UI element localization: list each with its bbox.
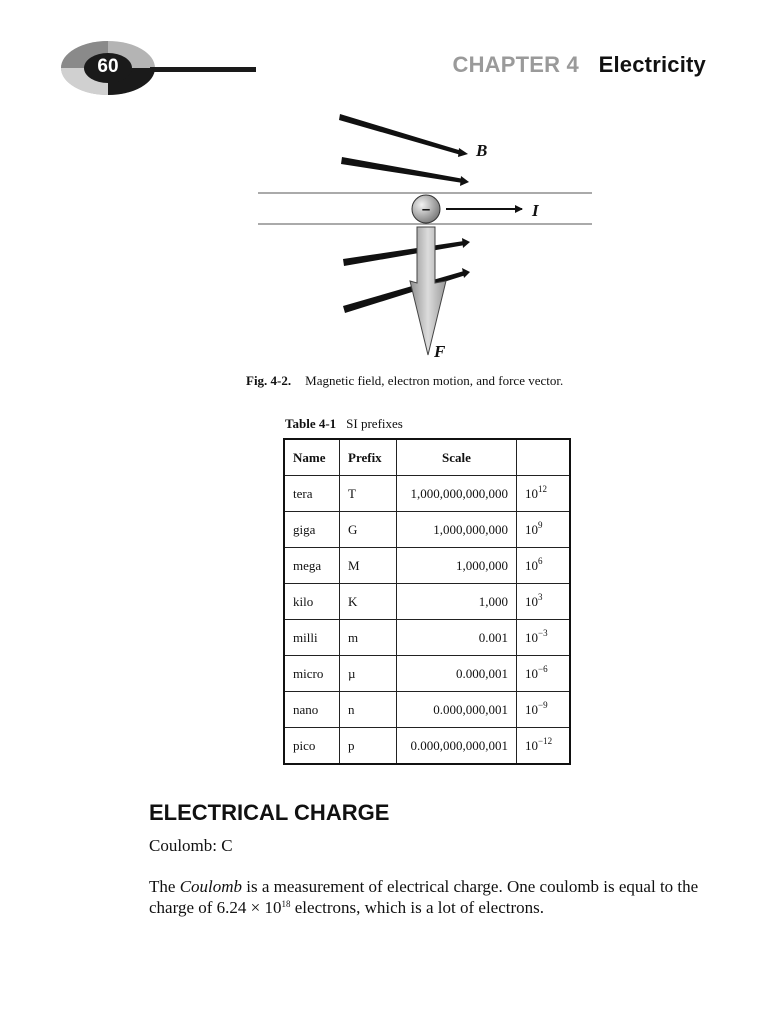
paragraph-term: Coulomb <box>179 877 243 896</box>
page-number: 60 <box>97 56 119 77</box>
power-exponent: −12 <box>538 735 553 746</box>
cell-prefix: M <box>340 548 397 584</box>
power-base: 10 <box>525 665 538 681</box>
table-caption-label: Table 4-1 <box>285 416 337 431</box>
power-exponent: −9 <box>538 699 548 710</box>
table-caption-title: SI prefixes <box>346 416 403 431</box>
cell-scale: 1,000,000 <box>397 548 517 584</box>
cell-name: kilo <box>284 584 340 620</box>
field-line-arrowhead <box>460 176 469 186</box>
cell-power <box>517 476 571 512</box>
cell-name: giga <box>284 512 340 548</box>
header-scale: Scale <box>397 439 517 476</box>
table-row <box>284 476 570 512</box>
field-line <box>343 271 466 313</box>
cell-power <box>517 728 571 765</box>
field-line-arrowhead <box>462 268 470 278</box>
cell-scale: 1,000,000,000,000 <box>397 476 517 512</box>
cell-prefix: m <box>340 620 397 656</box>
paragraph-part3: electrons, which is a lot of electrons. <box>290 898 545 917</box>
cell-scale: 1,000,000,000 <box>397 512 517 548</box>
cell-prefix: n <box>340 692 397 728</box>
figure-caption-text: Magnetic field, electron motion, and force vector. <box>305 373 564 388</box>
paragraph-exponent: 18 <box>281 899 291 909</box>
cell-power <box>517 692 571 728</box>
figure-caption-label: Fig. 4-2. <box>246 373 292 388</box>
power-base: 10 <box>525 593 538 609</box>
paragraph-part2: is a measurement of electrical charge. One coulomb is equal to the charge of 6.24 × 10 <box>149 877 699 917</box>
cell-prefix: G <box>340 512 397 548</box>
table-row <box>284 620 570 656</box>
unit-line: Coulomb: C <box>149 836 233 855</box>
power-base: 10 <box>525 485 538 501</box>
paragraph-part1: The <box>149 877 180 896</box>
field-line-arrowhead <box>458 148 468 157</box>
cell-scale: 0.000,000,001 <box>397 692 517 728</box>
cell-scale: 0.000,000,000,001 <box>397 728 517 765</box>
field-line-arrowhead <box>462 238 470 248</box>
chapter-title: Electricity <box>598 52 706 77</box>
cell-name: mega <box>284 548 340 584</box>
table-row <box>284 656 570 692</box>
cell-name: milli <box>284 620 340 656</box>
power-exponent: 6 <box>538 555 543 566</box>
cell-prefix: µ <box>340 656 397 692</box>
cell-name: pico <box>284 728 340 765</box>
section-heading: ELECTRICAL CHARGE <box>149 800 390 825</box>
cell-power <box>517 620 571 656</box>
cell-name: nano <box>284 692 340 728</box>
current-label: I <box>532 201 539 220</box>
power-exponent: 3 <box>538 591 543 602</box>
cell-prefix: K <box>340 584 397 620</box>
power-exponent: 9 <box>538 519 543 530</box>
body-paragraph <box>149 876 719 918</box>
force-label: F <box>434 342 446 361</box>
power-base: 10 <box>525 701 538 717</box>
field-line <box>339 114 462 155</box>
cell-name: micro <box>284 656 340 692</box>
header-name: Name <box>284 439 340 476</box>
table-row <box>284 692 570 728</box>
cell-power <box>517 656 571 692</box>
cell-name: tera <box>284 476 340 512</box>
magnetic-force-figure <box>250 100 600 365</box>
power-exponent: −6 <box>538 663 548 674</box>
field-line <box>341 157 464 183</box>
cell-scale: 1,000 <box>397 584 517 620</box>
power-exponent: 12 <box>538 483 547 494</box>
power-base: 10 <box>525 629 538 645</box>
header-prefix: Prefix <box>340 439 397 476</box>
figure-caption <box>246 373 563 389</box>
table-row <box>284 512 570 548</box>
field-label: B <box>476 141 488 160</box>
cell-power <box>517 584 571 620</box>
table-header-row <box>284 439 570 476</box>
power-base: 10 <box>525 521 538 537</box>
cell-prefix: T <box>340 476 397 512</box>
header-rule <box>150 67 256 72</box>
power-base: 10 <box>525 557 538 573</box>
power-exponent: −3 <box>538 627 548 638</box>
chapter-label: CHAPTER 4 <box>452 52 579 77</box>
cell-scale: 0.001 <box>397 620 517 656</box>
si-prefix-table <box>283 438 571 765</box>
header-power <box>517 439 571 476</box>
table-row <box>284 548 570 584</box>
table-row <box>284 584 570 620</box>
power-base: 10 <box>525 737 538 753</box>
table-caption <box>285 416 403 432</box>
cell-prefix: p <box>340 728 397 765</box>
cell-power <box>517 512 571 548</box>
cell-scale: 0.000,001 <box>397 656 517 692</box>
electron-charge-label: – <box>421 201 431 218</box>
cell-power <box>517 548 571 584</box>
table-row <box>284 728 570 765</box>
field-line <box>343 241 465 266</box>
